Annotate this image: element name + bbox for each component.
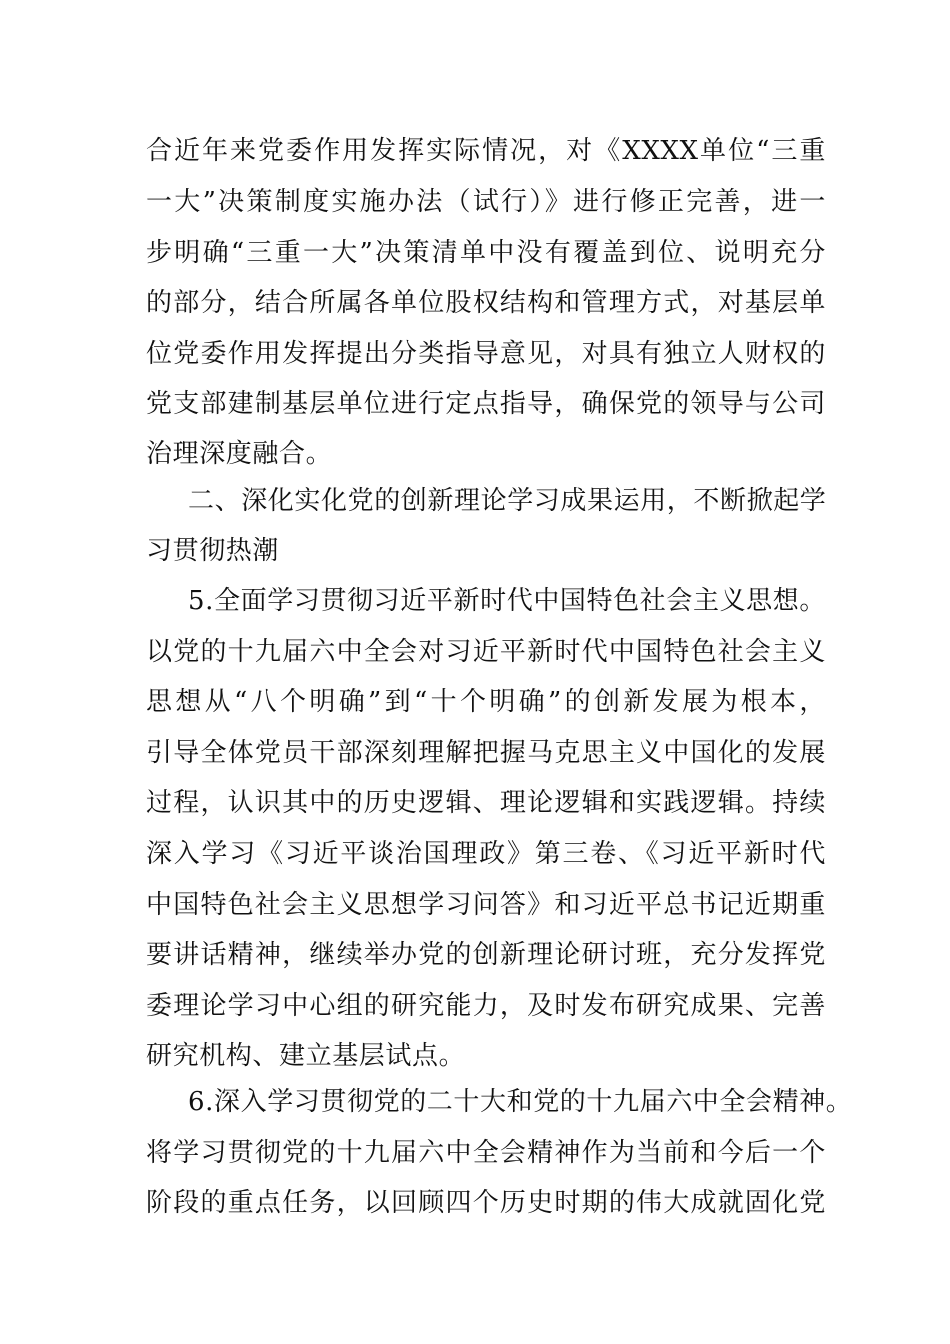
text-line: 研究机构、建立基层试点。 — [146, 1041, 466, 1071]
text-line: 阶段的重点任务，以回顾四个历史时期的伟大成就固化党 — [146, 1188, 826, 1218]
text-line: 以党的十九届六中全会对习近平新时代中国特色社会主义 — [146, 637, 826, 667]
text-line: 合近年来党委作用发挥实际情况，对《XXXX单位“三重 — [146, 136, 826, 166]
text-line: 步明确“三重一大”决策清单中没有覆盖到位、说明充分 — [146, 238, 826, 268]
text-line: 过程，认识其中的历史逻辑、理论逻辑和实践逻辑。持续 — [146, 788, 826, 818]
text-line: 引导全体党员干部深刻理解把握马克思主义中国化的发展 — [146, 738, 826, 768]
text-line: 位党委作用发挥提出分类指导意见，对具有独立人财权的 — [146, 339, 826, 369]
text-line: 要讲话精神，继续举办党的创新理论研讨班，充分发挥党 — [146, 940, 826, 970]
text-line: 深入学习《习近平谈治国理政》第三卷、《习近平新时代 — [146, 839, 826, 869]
item-heading-5: 5.全面学习贯彻习近平新时代中国特色社会主义思想。 — [188, 586, 826, 616]
text-line: 委理论学习中心组的研究能力，及时发布研究成果、完善 — [146, 991, 826, 1021]
text-line: 一大”决策制度实施办法（试行）》进行修正完善，进一 — [146, 187, 826, 217]
section-heading-cont: 习贯彻热潮 — [146, 536, 280, 566]
item-heading-6: 6.深入学习贯彻党的二十大和党的十九届六中全会精神。 — [188, 1087, 853, 1117]
text-line: 将学习贯彻党的十九届六中全会精神作为当前和今后一个 — [146, 1138, 826, 1168]
section-heading: 二、深化实化党的创新理论学习成果运用，不断掀起学 — [188, 486, 827, 516]
text-line: 中国特色社会主义思想学习问答》和习近平总书记近期重 — [146, 890, 826, 920]
text-line: 党支部建制基层单位进行定点指导，确保党的领导与公司 — [146, 389, 826, 419]
text-line: 思想从“八个明确”到“十个明确”的创新发展为根本， — [146, 687, 826, 717]
text-line: 治理深度融合。 — [146, 439, 333, 469]
text-line: 的部分，结合所属各单位股权结构和管理方式，对基层单 — [146, 288, 826, 318]
